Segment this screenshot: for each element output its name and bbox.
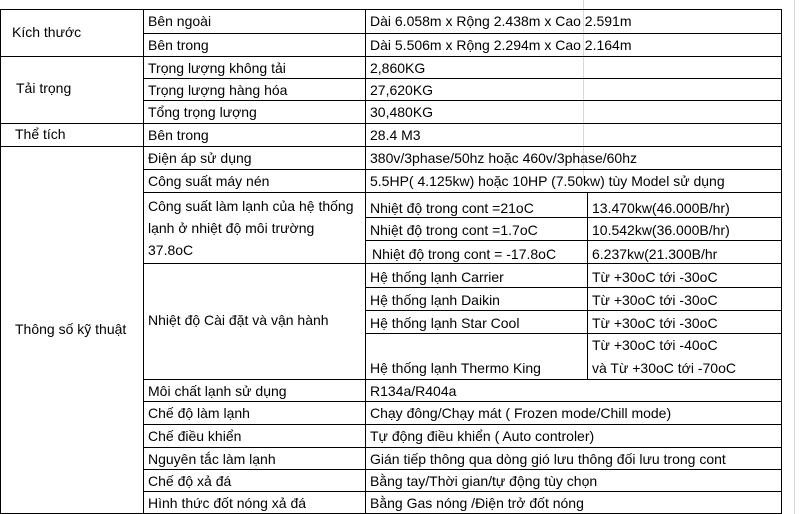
- row-label-che-do-lam-lanh: Chế độ làm lạnh: [148, 405, 250, 421]
- col-border: [143, 9, 144, 514]
- group-label-tai-trong: Tải trọng: [16, 80, 72, 96]
- gridline: [794, 0, 795, 514]
- row-border: [143, 424, 782, 425]
- system-name: Hệ thống lạnh Thermo King: [370, 360, 541, 376]
- row-value-the-tich-ben-trong: 28.4 M3: [370, 127, 421, 143]
- row-value-che-do-lam-lanh: Chạy đông/Chạy mát ( Frozen mode/Chill mode): [370, 405, 672, 421]
- cooling-value: 10.542kw(36.000B/hr): [592, 222, 730, 238]
- row-value-ben-ngoai: Dài 6.058m x Rộng 2.438m x Cao 2.591m: [370, 13, 632, 29]
- col-border: [781, 9, 782, 514]
- row-border: [0, 9, 782, 10]
- row-border: [143, 401, 782, 402]
- row-value-khong-tai: 2,860KG: [370, 60, 426, 76]
- cooling-cond: Nhiệt độ trong cont = -17.8oC: [372, 246, 557, 262]
- row-border: [143, 379, 782, 380]
- cooling-value: 13.470kw(46.000B/hr): [592, 200, 730, 216]
- row-value-nguyen-tac: Gián tiếp thông qua dòng gió lưu thông đối lưu trong cont: [370, 451, 726, 467]
- row-value-che-dieu-khien: Tự động điều khiển ( Auto controler): [370, 428, 595, 444]
- row-label-che-dieu-khien: Chế điều khiển: [148, 428, 242, 444]
- col-border: [365, 9, 366, 514]
- row-border: [143, 169, 782, 170]
- row-border: [0, 123, 782, 124]
- row-border: [143, 263, 782, 264]
- col-border: [0, 9, 1, 514]
- temp-range: Từ +30oC tới -40oC: [592, 337, 718, 353]
- cooling-cond: Nhiệt độ trong cont =1.7oC: [370, 222, 538, 238]
- row-border: [143, 78, 782, 79]
- row-value-che-do-xa-da: Bằng tay/Thời gian/tự động tùy chọn: [370, 473, 598, 489]
- temp-range: Từ +30oC tới -30oC: [592, 269, 718, 285]
- row-border: [143, 100, 782, 101]
- row-label-ben-ngoai: Bên ngoài: [148, 13, 212, 29]
- row-border: [365, 287, 782, 288]
- cooling-cond: Nhiệt độ trong cont =21oC: [370, 200, 534, 216]
- row-border: [143, 447, 782, 448]
- row-value-tong: 30,480KG: [370, 104, 434, 120]
- row-value-cong-suat-may-nen: 5.5HP( 4.125kw) hoặc 10HP (7.50kw) tùy Model sử dụng: [370, 173, 725, 189]
- row-label-tong: Tổng trọng lượng: [148, 104, 257, 120]
- row-label-nhiet-do: Nhiệt độ Cài đặt và vận hành: [148, 312, 329, 328]
- row-value-ben-trong: Dài 5.506m x Rộng 2.294m x Cao 2.164m: [370, 37, 632, 53]
- temp-range: và Từ +30oC tới -70oC: [592, 360, 736, 376]
- row-value-hang-hoa: 27,620KG: [370, 82, 434, 98]
- row-label-ben-trong: Bên trong: [148, 37, 209, 53]
- row-value-dien-ap: 380v/3phase/50hz hoặc 460v/3phase/60hz: [370, 150, 637, 166]
- row-label-khong-tai: Trọng lượng không tải: [148, 60, 286, 76]
- temp-range: Từ +30oC tới -30oC: [592, 315, 718, 331]
- temp-range: Từ +30oC tới -30oC: [592, 292, 718, 308]
- row-border: [365, 333, 782, 334]
- system-name: Hệ thống lạnh Carrier: [370, 269, 504, 285]
- row-value-hinh-thuc-dot-nong: Bằng Gas nóng /Điện trở đốt nóng: [370, 495, 584, 511]
- row-label-dien-ap: Điện áp sử dụng: [148, 150, 252, 166]
- row-border: [365, 310, 782, 311]
- group-label-kich-thuoc: Kích thước: [12, 24, 82, 40]
- row-value-moi-chat: R134a/R404a: [370, 383, 457, 399]
- row-label-hinh-thuc-dot-nong: Hình thức đốt nóng xả đá: [148, 495, 307, 511]
- row-label-nguyen-tac: Nguyên tắc làm lạnh: [148, 451, 276, 467]
- system-name: Hệ thống lạnh Star Cool: [370, 315, 520, 331]
- group-label-the-tich: Thể tích: [15, 126, 66, 142]
- row-border: [143, 491, 782, 492]
- system-name: Hệ thống lạnh Daikin: [370, 292, 500, 308]
- cooling-value: 6.237kw(21.300B/hr: [592, 246, 718, 262]
- row-label-hang-hoa: Trọng lượng hàng hóa: [148, 82, 288, 98]
- col-border: [587, 192, 588, 379]
- group-label-thong-so: Thông số kỹ thuật: [15, 321, 127, 337]
- row-border: [143, 192, 782, 193]
- row-border: [0, 146, 782, 147]
- row-label-moi-chat: Môi chất lạnh sử dụng: [148, 383, 287, 399]
- row-border: [0, 56, 782, 57]
- row-label-che-do-xa-da: Chế độ xả đá: [148, 473, 232, 489]
- row-border: [365, 240, 782, 241]
- row-label-cong-suat-may-nen: Công suất máy nén: [148, 173, 270, 189]
- row-border: [143, 33, 782, 34]
- row-border: [143, 469, 782, 470]
- row-border: [365, 217, 782, 218]
- row-label-the-tich-ben-trong: Bên trong: [148, 127, 209, 143]
- row-label-cong-suat-lam-lanh: Công suất làm lạnh của hệ thống lạnh ở nhiệt độ môi trường 37.8oC: [148, 198, 354, 258]
